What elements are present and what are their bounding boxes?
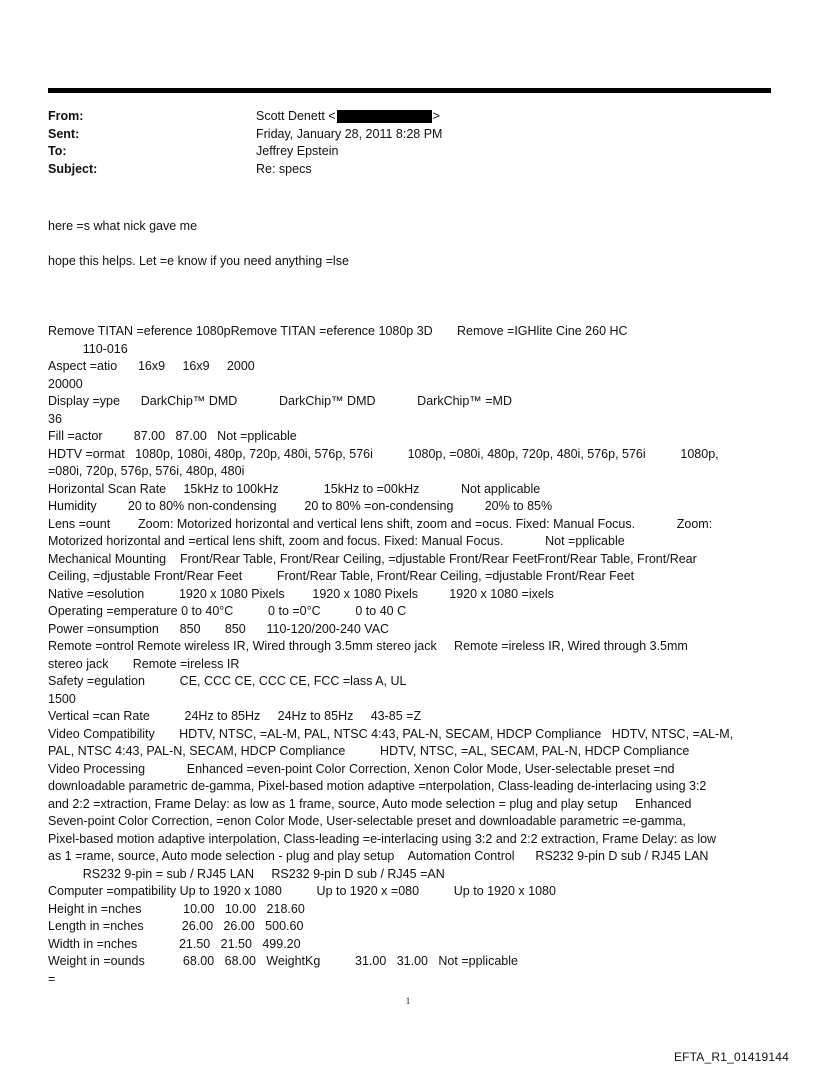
spec-line: Seven-point Color Correction, =enon Color Mode, User-selectable preset and downloadable parametric =e-gamma,	[48, 814, 686, 828]
header-divider	[48, 88, 771, 93]
sent-label: Sent:	[48, 126, 80, 141]
subject-label: Subject:	[48, 161, 98, 176]
spec-line: =	[48, 971, 56, 986]
spec-line: Fill =actor 87.00 87.00 Not =pplicable	[48, 429, 297, 443]
spec-line: PAL, NTSC 4:43, PAL-N, SECAM, HDCP Compliance HDTV, NTSC, =AL, SECAM, PAL-N, HDCP Compliance	[48, 744, 690, 758]
spec-line: Video Processing Enhanced =even-point Color Correction, Xenon Color Mode, User-selectable preset =nd	[48, 761, 675, 776]
spec-line: Computer =ompatibility Up to 1920 x 1080 Up to 1920 x =080 Up to 1920 x 1080	[48, 884, 556, 898]
spec-line: Length in =nches 26.00 26.00 500.60	[48, 919, 304, 933]
spec-line: Vertical =can Rate 24Hz to 85Hz 24Hz to 85Hz 43-85 =Z	[48, 709, 422, 723]
from-name: Scott Denett <	[256, 109, 336, 123]
header-row-sent	[48, 126, 442, 144]
spec-line: Power =onsumption 850 850 110-120/200-240 VAC	[48, 621, 390, 636]
from-label: From:	[48, 109, 84, 123]
redaction-box	[337, 110, 432, 123]
spec-line: Lens =ount Zoom: Motorized horizontal and vertical lens shift, zoom and =ocus. Fixed: Manual Focus. Zoom:	[48, 516, 713, 531]
spec-line: HDTV =ormat 1080p, 1080i, 480p, 720p, 480i, 576p, 576i 1080p, =080i, 480p, 720p, 480i, 576p, 576i 1080p,	[48, 446, 719, 461]
spec-line: Remove TITAN =eference 1080pRemove TITAN =eference 1080p 3D Remove =IGHlite Cine 260 HC	[48, 324, 628, 338]
to-value: Jeffrey Epstein	[256, 144, 339, 158]
spec-line: Motorized horizontal and =ertical lens shift, zoom and focus. Fixed: Manual Focus. Not =pplicable	[48, 534, 625, 548]
bates-number: EFTA_R1_01419144	[673, 1050, 789, 1064]
body-intro-line-1: here =s what nick gave me	[48, 219, 198, 233]
subject-value: Re: specs	[256, 161, 312, 176]
spec-line: Width in =nches 21.50 21.50 499.20	[48, 936, 301, 951]
spec-line: 36	[48, 411, 62, 426]
spec-line: stereo jack Remote =ireless IR	[48, 656, 240, 671]
spec-line: Height in =nches 10.00 10.00 218.60	[48, 901, 305, 916]
spec-line: Weight in =ounds 68.00 68.00 WeightKg 31.00 31.00 Not =pplicable	[48, 954, 518, 968]
spec-line: Ceiling, =djustable Front/Rear Feet Front/Rear Table, Front/Rear Ceiling, =djustable Front/Rear Feet	[48, 569, 635, 583]
spec-line: Safety =egulation CE, CCC CE, CCC CE, FCC =lass A, UL	[48, 674, 407, 688]
spec-line: Humidity 20 to 80% non-condensing 20 to 80% =on-condensing 20% to 85%	[48, 499, 553, 513]
spec-line: =080i, 720p, 576p, 576i, 480p, 480i	[48, 464, 245, 478]
spec-line: Native =esolution 1920 x 1080 Pixels 1920 x 1080 Pixels 1920 x 1080 =ixels	[48, 586, 554, 601]
spec-line: and 2:2 =xtraction, Frame Delay: as low as 1 frame, source, Auto mode selection = plug and play setup Enhanced	[48, 796, 692, 811]
spec-line: Operating =emperature 0 to 40°C 0 to =0°C 0 to 40 C	[48, 604, 407, 618]
header-row-subject	[48, 161, 442, 179]
spec-line: 20000	[48, 376, 83, 391]
spec-line: Aspect =atio 16x9 16x9 2000	[48, 359, 255, 373]
from-suffix: >	[432, 109, 440, 123]
email-header	[48, 108, 442, 178]
header-row-from	[48, 108, 442, 126]
spec-line: Video Compatibility HDTV, NTSC, =AL-M, PAL, NTSC 4:43, PAL-N, SECAM, HDCP Compliance HDTV, NTSC, =AL-M,	[48, 726, 734, 741]
spec-line: RS232 9-pin = sub / RJ45 LAN RS232 9-pin D sub / RJ45 =AN	[48, 866, 445, 881]
spec-line: Display =ype DarkChip™ DMD DarkChip™ DMD DarkChip™ =MD	[48, 394, 512, 408]
email-body	[48, 218, 773, 988]
page-number: 1	[405, 996, 411, 1006]
spec-line: as 1 =rame, source, Auto mode selection - plug and play setup Automation Control RS232 9-pin D sub / RJ45 LAN	[48, 849, 709, 863]
to-label: To:	[48, 144, 67, 158]
spec-line: Horizontal Scan Rate 15kHz to 100kHz 15kHz to =00kHz Not applicable	[48, 481, 541, 496]
spec-list	[48, 323, 773, 988]
spec-line: 110-016	[48, 341, 128, 356]
spec-line: 1500	[48, 691, 76, 706]
header-row-to	[48, 143, 442, 161]
body-intro-line-2: hope this helps. Let =e know if you need anything =lse	[48, 254, 349, 268]
sent-value: Friday, January 28, 2011 8:28 PM	[256, 126, 443, 141]
spec-line: Mechanical Mounting Front/Rear Table, Front/Rear Ceiling, =djustable Front/Rear FeetFront/Rear Table, Front/Rear	[48, 551, 697, 566]
spec-line: Remote =ontrol Remote wireless IR, Wired through 3.5mm stereo jack Remote =ireless IR, Wired through 3.5mm	[48, 639, 688, 653]
spec-line: downloadable parametric de-gamma, Pixel-based motion adaptive =nterpolation, Class-leading de-interlacing using 3:2	[48, 779, 707, 793]
spec-line: Pixel-based motion adaptive interpolation, Class-leading =e-interlacing using 3:2 and 2:2 extraction, Frame Delay: as low	[48, 831, 717, 846]
from-value	[256, 108, 440, 126]
